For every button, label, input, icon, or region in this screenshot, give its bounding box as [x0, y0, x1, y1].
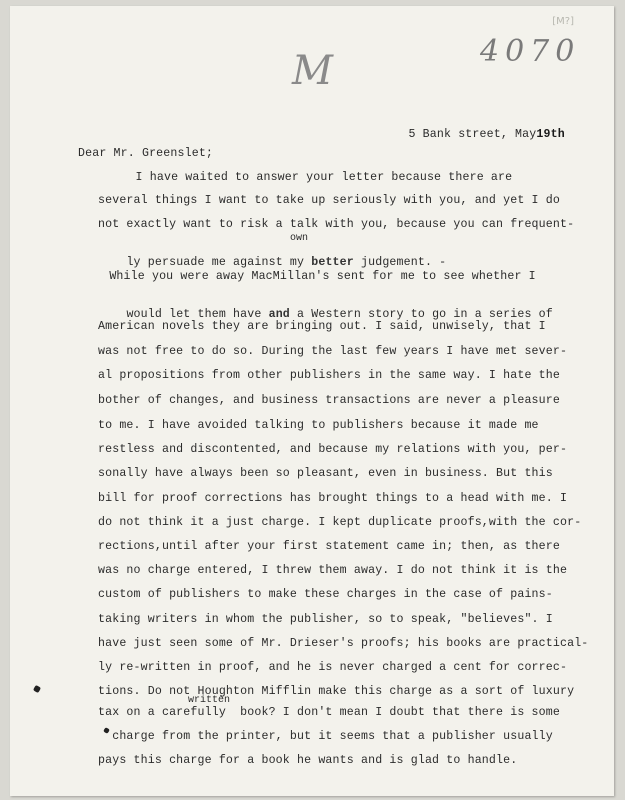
body-line-23: tax on a carefully book? I don't mean I doubt that there is some — [98, 706, 560, 719]
body-line-16: rections,until after your first statement came in; then, as there — [98, 540, 560, 553]
body-line-15: do not think it a just charge. I kept duplicate proofs,with the cor- — [98, 516, 582, 529]
insertion-own: own — [290, 233, 309, 244]
body-line-9: al propositions from other publishers in the same way. I hate the — [98, 369, 560, 382]
body-line-10: bother of changes, and business transactions are never a pleasure — [98, 394, 560, 407]
body-line-11: to me. I have avoided talking to publishers because it made me — [98, 419, 539, 432]
body-line-13: sonally have always been so pleasant, even in business. But this — [98, 467, 553, 480]
pencil-initial: M — [292, 48, 333, 94]
body-line-6: would let them have and a Western story to go in a series of — [126, 308, 553, 321]
body-line-3: not exactly want to risk a talk with you, because you can frequent- — [98, 218, 575, 231]
struck-word: better — [311, 256, 354, 269]
body-line-14: bill for proof corrections has brought things to a head with me. I — [98, 492, 568, 505]
body-line-12: restless and discontented, and because my relations with you, per- — [98, 443, 568, 456]
insertion-written: written — [188, 695, 231, 706]
struck-word: and — [268, 308, 290, 321]
body-line-21: ly re-written in proof, and he is never charged a cent for correc- — [98, 661, 568, 674]
body-line-4: ly persuade me against my better judgement. - — [126, 256, 447, 269]
body-line-22: tions. Do not Houghton Mifflin make this charge as a sort of luxury — [98, 685, 575, 698]
archive-stamp: [M?] — [552, 16, 574, 27]
ink-blot-mark — [33, 685, 41, 693]
body-line-20: have just seen some of Mr. Drieser's proofs; his books are practical- — [98, 637, 589, 650]
body-line-7: American novels they are bringing out. I said, unwisely, that I — [98, 320, 546, 333]
body-line-18: custom of publishers to make these charges in the case of pains- — [98, 588, 553, 601]
salutation: Dear Mr. Greenslet; — [78, 147, 214, 160]
body-line-2: several things I want to take up seriously with you, and yet I do — [98, 194, 560, 207]
body-line-24: charge from the printer, but it seems that a publisher usually — [98, 730, 553, 743]
body-line-17: was no charge entered, I threw them away. I do not think it is the — [98, 564, 568, 577]
letter-page — [10, 6, 614, 796]
body-line-8: was not free to do so. During the last few years I have met sever- — [98, 345, 568, 358]
body-line-25: pays this charge for a book he wants and is glad to handle. — [98, 754, 518, 767]
body-line-1: I have waited to answer your letter because there are — [100, 171, 513, 184]
address-line: 5 Bank street, May19th — [408, 128, 565, 141]
body-line-5: While you were away MacMillan's sent for me to see whether I — [88, 270, 536, 283]
pencil-catalog-number: 4070 — [480, 34, 581, 69]
body-line-19: taking writers in whom the publisher, so to speak, "believes". I — [98, 613, 553, 626]
